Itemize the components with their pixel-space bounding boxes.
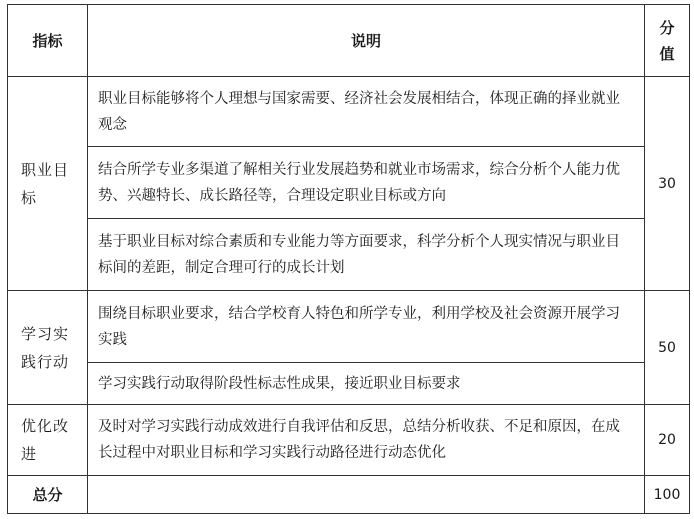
header-indicator: 指标 — [8, 5, 88, 77]
table-row — [8, 291, 690, 363]
table-row — [8, 219, 690, 291]
score-cell: 30 — [645, 77, 690, 291]
table-row — [8, 147, 690, 219]
header-description: 说明 — [88, 5, 645, 77]
indicator-line2: 进 — [21, 445, 38, 463]
description-cell: 及时对学习实践行动成效进行自我评估和反思，总结分析收获、不足和原因，在成长过程中对职业目标和学习实践行动路径进行动态优化 — [88, 405, 645, 476]
indicator-cell — [8, 291, 88, 405]
description-cell: 围绕目标职业要求，结合学校育人特色和所学专业，利用学校及社会资源开展学习实践 — [88, 291, 645, 363]
indicator-line1: 职业目 — [21, 160, 70, 179]
score-cell: 20 — [645, 405, 690, 476]
description-cell: 结合所学专业多渠道了解相关行业发展趋势和就业市场需求，综合分析个人能力优势、兴趣特长、成长路径等，合理设定职业目标或方向 — [88, 147, 645, 219]
table-row — [8, 363, 690, 405]
total-description — [88, 476, 645, 514]
table-row — [8, 77, 690, 147]
description-cell: 学习实践行动取得阶段性标志性成果，接近职业目标要求 — [88, 363, 645, 405]
indicator-cell — [8, 405, 88, 476]
header-row — [8, 5, 690, 77]
indicator-cell — [8, 77, 88, 291]
description-cell: 职业目标能够将个人理想与国家需要、经济社会发展相结合，体现正确的择业就业观念 — [88, 77, 645, 147]
total-label: 总分 — [8, 476, 88, 514]
score-cell: 50 — [645, 291, 690, 405]
description-cell: 基于职业目标对综合素质和专业能力等方面要求，科学分析个人现实情况与职业目标间的差距，制定合理可行的成长计划 — [88, 219, 645, 291]
indicator-line2: 标 — [21, 188, 38, 207]
table-row — [8, 405, 690, 476]
header-score — [645, 5, 690, 77]
total-score: 100 — [645, 476, 690, 514]
header-score-line1: 分 — [659, 18, 675, 37]
total-row — [8, 476, 690, 514]
indicator-line1: 优化改 — [21, 417, 70, 435]
indicator-line2: 践行动 — [21, 352, 70, 371]
header-score-line2: 值 — [659, 44, 675, 63]
indicator-line1: 学习实 — [21, 324, 70, 343]
scoring-table — [7, 4, 690, 514]
